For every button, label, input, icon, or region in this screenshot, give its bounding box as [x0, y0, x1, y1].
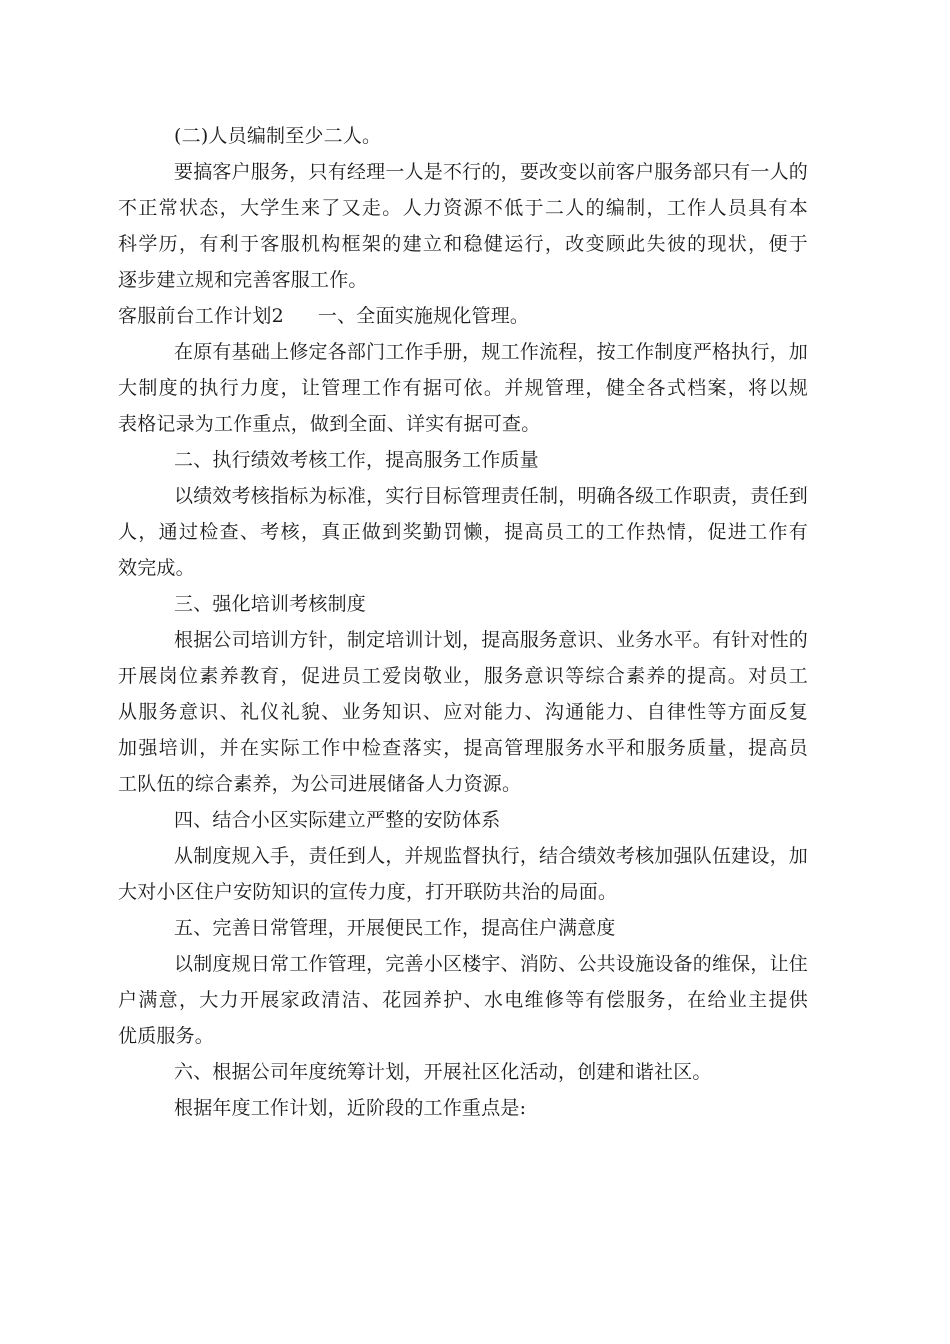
paragraph-line: 在原有基础上修定各部门工作手册，规工作流程，按工作制度严格执行，加 [174, 341, 808, 363]
paragraph-line: 人，通过检查、考核，真正做到奖勤罚懒，提高员工的工作热情，促进工作有 [118, 521, 808, 543]
paragraph-line: 不正常状态，大学生来了又走。人力资源不低于二人的编制，工作人员具有本 [118, 197, 808, 219]
plan-title: 客服前台工作计划2 [118, 305, 284, 327]
paragraph-line: 根据公司培训方针，制定培训计划，提高服务意识、业务水平。有针对性的 [174, 629, 808, 651]
paragraph-line: 以绩效考核指标为标准，实行目标管理责任制，明确各级工作职责，责任到 [174, 485, 808, 507]
section-heading: 二、执行绩效考核工作，提高服务工作质量 [174, 449, 539, 471]
paragraph-line: 优质服务。 [118, 1025, 215, 1047]
paragraph-line: 要搞客户服务，只有经理一人是不行的，要改变以前客户服务部只有一人的 [174, 161, 808, 183]
section-heading: 一、全面实施规化管理。 [317, 305, 530, 327]
paragraph-line: 加强培训，并在实际工作中检查落实，提高管理服务水平和服务质量，提高员 [118, 737, 808, 759]
document-body [118, 118, 808, 1126]
paragraph-line: 表格记录为工作重点，做到全面、详实有据可查。 [118, 413, 541, 435]
section-heading: 三、强化培训考核制度 [174, 593, 367, 615]
paragraph-line: 从服务意识、礼仪礼貌、业务知识、应对能力、沟通能力、自律性等方面反复 [118, 701, 808, 723]
plan-title-line [118, 298, 808, 334]
paragraph-line: 开展岗位素养教育，促进员工爱岗敬业，服务意识等综合素养的提高。对员工 [118, 665, 808, 687]
paragraph-line: 工队伍的综合素养，为公司进展储备人力资源。 [118, 773, 522, 795]
paragraph-line: 效完成。 [118, 557, 195, 579]
paragraph-line: 大对小区住户安防知识的宣传力度，打开联防共治的局面。 [118, 881, 618, 903]
paragraph-line: 户满意，大力开展家政清洁、花园养护、水电维修等有偿服务，在给业主提供 [118, 989, 808, 1011]
paragraph-line: 大制度的执行力度，让管理工作有据可依。并规管理，健全各式档案，将以规 [118, 377, 808, 399]
section-heading: (二)人员编制至少二人。 [174, 125, 382, 147]
paragraph-line: 根据年度工作计划，近阶段的工作重点是: [174, 1097, 527, 1119]
section-heading: 四、结合小区实际建立严整的安防体系 [174, 809, 501, 831]
section-heading: 五、完善日常管理，开展便民工作，提高住户满意度 [174, 917, 616, 939]
paragraph-line: 科学历，有利于客服机构框架的建立和稳健运行，改变顾此失彼的现状，便于 [118, 233, 808, 255]
paragraph-line: 以制度规日常工作管理，完善小区楼宇、消防、公共设施设备的维保，让住 [174, 953, 808, 975]
paragraph-line: 逐步建立规和完善客服工作。 [118, 269, 368, 291]
paragraph-line: 从制度规入手，责任到人，并规监督执行，结合绩效考核加强队伍建设，加 [174, 845, 808, 867]
section-heading: 六、根据公司年度统筹计划，开展社区化活动，创建和谐社区。 [174, 1061, 712, 1083]
